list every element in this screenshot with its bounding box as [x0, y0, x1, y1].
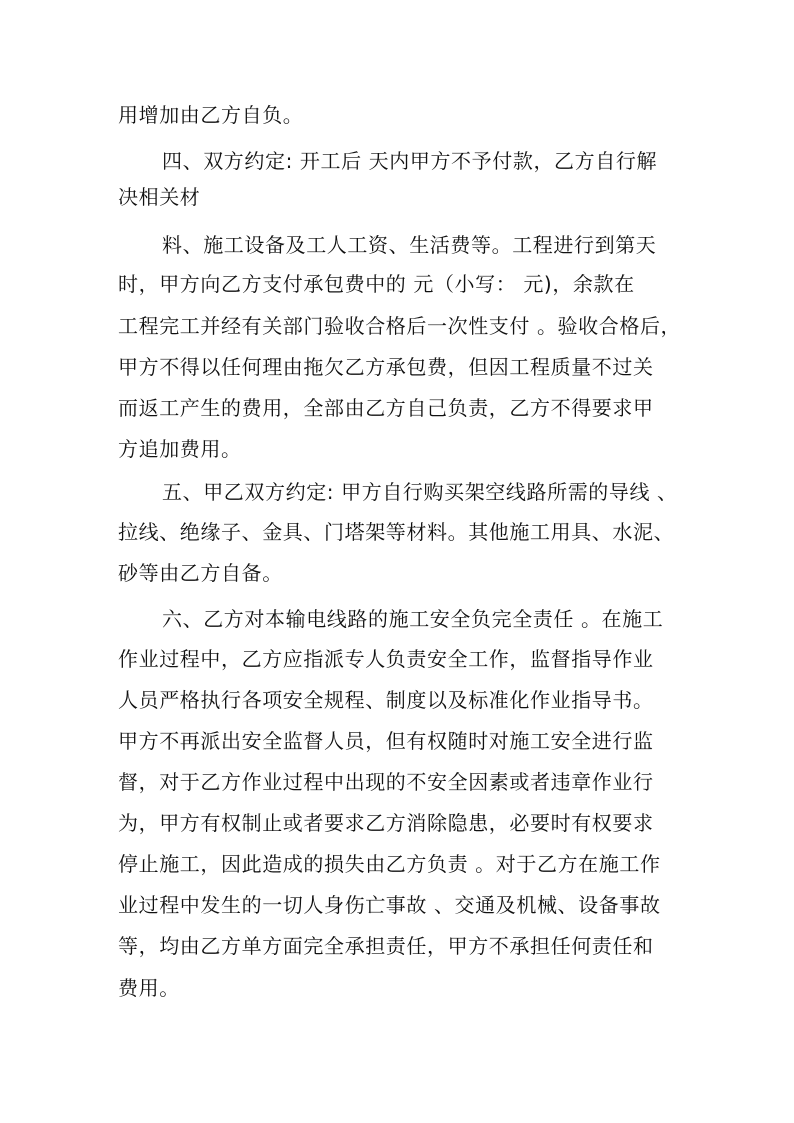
text-line: 费用。	[118, 976, 180, 1000]
text-line: 甲方不得以任何理由拖欠乙方承包费，但因工程质量不过关	[118, 355, 654, 379]
text-line: 时，甲方向乙方支付承包费中的 元（小写： 元)，余款在	[118, 272, 635, 296]
text-line: 人员严格执行各项安全规程、制度以及标准化作业指导书。	[118, 688, 654, 712]
text-line: 决相关材	[118, 185, 201, 209]
text-line: 四、双方约定: 开工后 天内甲方不予付款，乙方自行解	[162, 149, 658, 173]
text-line: 等，均由乙方单方面完全承担责任，甲方不承担任何责任和	[118, 934, 654, 958]
text-line: 拉线、绝缘子、金具、门塔架等材料。其他施工用具、水泥、	[118, 520, 675, 544]
text-line: 六、乙方对本输电线路的施工安全负完全责任 。在施工	[162, 607, 664, 631]
text-line: 砂等由乙方自备。	[118, 561, 283, 585]
text-line: 停止施工，因此造成的损失由乙方负责 。对于乙方在施工作	[118, 852, 661, 876]
text-line: 用增加由乙方自负。	[118, 103, 304, 127]
text-line: 督，对于乙方作业过程中出现的不安全因素或者违章作业行	[118, 770, 654, 794]
text-line: 五、甲乙双方约定: 甲方自行购买架空线路所需的导线 、	[162, 480, 678, 504]
text-line: 甲方不再派出安全监督人员，但有权随时对施工安全进行监	[118, 729, 654, 753]
text-line: 方追加费用。	[118, 437, 242, 461]
text-line: 作业过程中，乙方应指派专人负责安全工作，监督指导作业	[118, 647, 654, 671]
text-line: 为，甲方有权制止或者要求乙方消除隐患，必要时有权要求	[118, 811, 654, 835]
text-line: 业过程中发生的一切人身伤亡事故 、交通及机械、设备事故	[118, 893, 661, 917]
text-line: 料、施工设备及工人工资、生活费等。工程进行到第天	[162, 233, 657, 257]
text-line: 工程完工并经有关部门验收合格后一次性支付 。验收合格后，	[118, 314, 682, 338]
text-line: 而返工产生的费用，全部由乙方自己负责，乙方不得要求甲	[118, 396, 654, 420]
